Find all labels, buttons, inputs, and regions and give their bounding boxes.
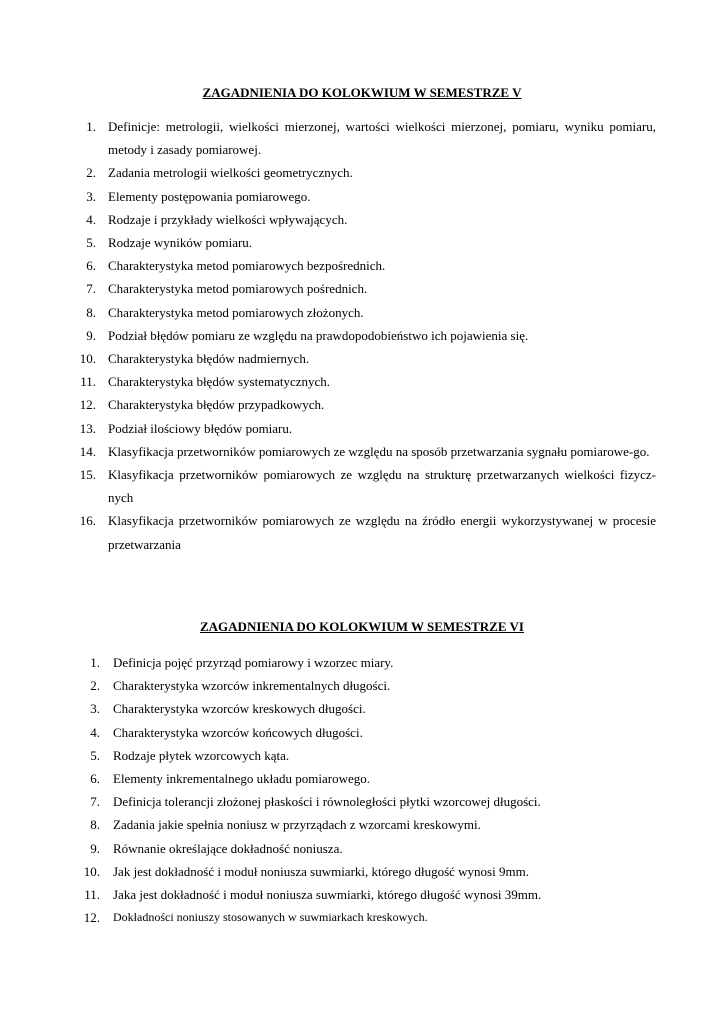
item-number: 3. (86, 188, 96, 204)
item-number: 12. (83, 910, 100, 926)
item-text: Charakterystyka wzorców inkrementalnych długości. (113, 678, 391, 694)
semester5-title: ZAGADNIENIA DO KOLOKWIUM W SEMESTRZE V (202, 85, 522, 100)
item-number: 6. (86, 258, 96, 274)
item-text: Charakterystyka wzorców kreskowych długości. (113, 701, 366, 717)
list-item (0, 185, 656, 208)
item-number: 15. (79, 467, 96, 483)
item-text: Charakterystyka metod pomiarowych pośrednich. (108, 281, 368, 297)
list-item (0, 208, 656, 231)
list-item (0, 440, 656, 463)
list-item (0, 860, 656, 883)
list-item (0, 393, 656, 416)
item-number: 14. (79, 443, 96, 459)
list-item (0, 347, 656, 370)
item-text: Rodzaje i przykłady wielkości wpływających. (108, 211, 348, 227)
semester5-list (0, 115, 724, 556)
item-text: Rodzaje wyników pomiaru. (108, 235, 253, 251)
item-text: Charakterystyka metod pomiarowych bezpośrednich. (108, 258, 386, 274)
list-item (0, 697, 656, 720)
list-item (0, 883, 656, 906)
item-text: Podział ilościowy błędów pomiaru. (108, 420, 293, 436)
list-item (0, 417, 656, 440)
item-text: Charakterystyka wzorców końcowych długości. (113, 724, 363, 740)
list-item (0, 813, 656, 836)
item-number: 10. (83, 863, 100, 879)
item-number: 7. (90, 794, 100, 810)
list-item (0, 790, 656, 813)
list-item (0, 161, 656, 184)
item-text: Klasyfikacja przetworników pomiarowych ze względu na źródło energii wykorzystywanej w procesie przetwarzania (108, 513, 656, 552)
item-number: 8. (90, 817, 100, 833)
list-item (0, 674, 656, 697)
list-item (0, 370, 656, 393)
list-item (0, 254, 656, 277)
item-text: Definicja pojęć przyrząd pomiarowy i wzorzec miary. (113, 655, 394, 670)
item-text: Rodzaje płytek wzorcowych kąta. (113, 747, 290, 763)
item-text: Definicje: metrologii, wielkości mierzonej, wartości wielkości mierzonej, pomiaru, wyniku pomiaru, metody i zasady pomiarowej. (108, 119, 656, 158)
list-item (0, 463, 656, 509)
item-text: Charakterystyka metod pomiarowych złożonych. (108, 304, 364, 320)
item-number: 4. (86, 211, 96, 227)
list-item (0, 277, 656, 300)
item-text: Charakterystyka błędów przypadkowych. (108, 397, 325, 413)
item-number: 13. (79, 420, 96, 436)
semester6-section (0, 618, 724, 929)
item-number: 1. (90, 655, 100, 670)
list-item (0, 301, 656, 324)
item-number: 7. (86, 281, 96, 297)
item-number: 5. (90, 747, 100, 763)
item-text: Jaka jest dokładność i moduł noniusza suwmiarki, którego długość wynosi 39mm. (113, 887, 542, 903)
list-item (0, 837, 656, 860)
item-number: 4. (90, 724, 100, 740)
list-item (0, 906, 656, 929)
item-number: 9. (86, 327, 96, 343)
item-text: Zadania metrologii wielkości geometrycznych. (108, 165, 353, 181)
item-text: Charakterystyka błędów nadmiernych. (108, 351, 310, 367)
list-item (0, 721, 656, 744)
item-number: 9. (90, 840, 100, 856)
item-text: Podział błędów pomiaru ze względu na prawdopodobieństwo ich pojawienia się. (108, 327, 529, 343)
item-text: Klasyfikacja przetworników pomiarowych ze względu na strukturę przetwarzanych wielkości fizycz-nych (108, 467, 656, 506)
item-number: 2. (90, 678, 100, 694)
item-text: Klasyfikacja przetworników pomiarowych ze względu na sposób przetwarzania sygnału pomiarowe-go. (108, 443, 650, 459)
list-item (0, 767, 656, 790)
item-number: 8. (86, 304, 96, 320)
item-text: Elementy postępowania pomiarowego. (108, 188, 311, 204)
item-text: Definicja tolerancji złożonej płaskości i równoległości płytki wzorcowej długości. (113, 794, 541, 810)
item-number: 6. (90, 771, 100, 787)
item-number: 11. (80, 374, 96, 390)
semester5-section (0, 84, 724, 556)
item-number: 3. (90, 701, 100, 717)
item-number: 11. (84, 887, 100, 903)
item-text: Dokładności noniuszy stosowanych w suwmiarkach kreskowych. (113, 910, 428, 925)
item-number: 10. (79, 351, 96, 367)
item-number: 2. (86, 165, 96, 181)
list-item (0, 744, 656, 767)
list-item (0, 115, 656, 161)
item-number: 5. (86, 235, 96, 251)
item-text: Charakterystyka błędów systematycznych. (108, 374, 331, 390)
item-number: 12. (79, 397, 96, 413)
item-number: 1. (86, 119, 96, 134)
item-text: Jak jest dokładność i moduł noniusza suwmiarki, którego długość wynosi 9mm. (113, 863, 529, 879)
item-text: Zadania jakie spełnia noniusz w przyrządach z wzorcami kreskowymi. (113, 817, 481, 833)
item-text: Elementy inkrementalnego układu pomiarowego. (113, 771, 371, 787)
semester6-list (0, 651, 724, 929)
list-item (0, 651, 656, 674)
list-item (0, 509, 656, 555)
list-item (0, 324, 656, 347)
semester6-title: ZAGADNIENIA DO KOLOKWIUM W SEMESTRZE VI (200, 619, 524, 634)
item-number: 16. (79, 513, 96, 529)
item-text: Równanie określające dokładność noniusza. (113, 840, 343, 856)
list-item (0, 231, 656, 254)
